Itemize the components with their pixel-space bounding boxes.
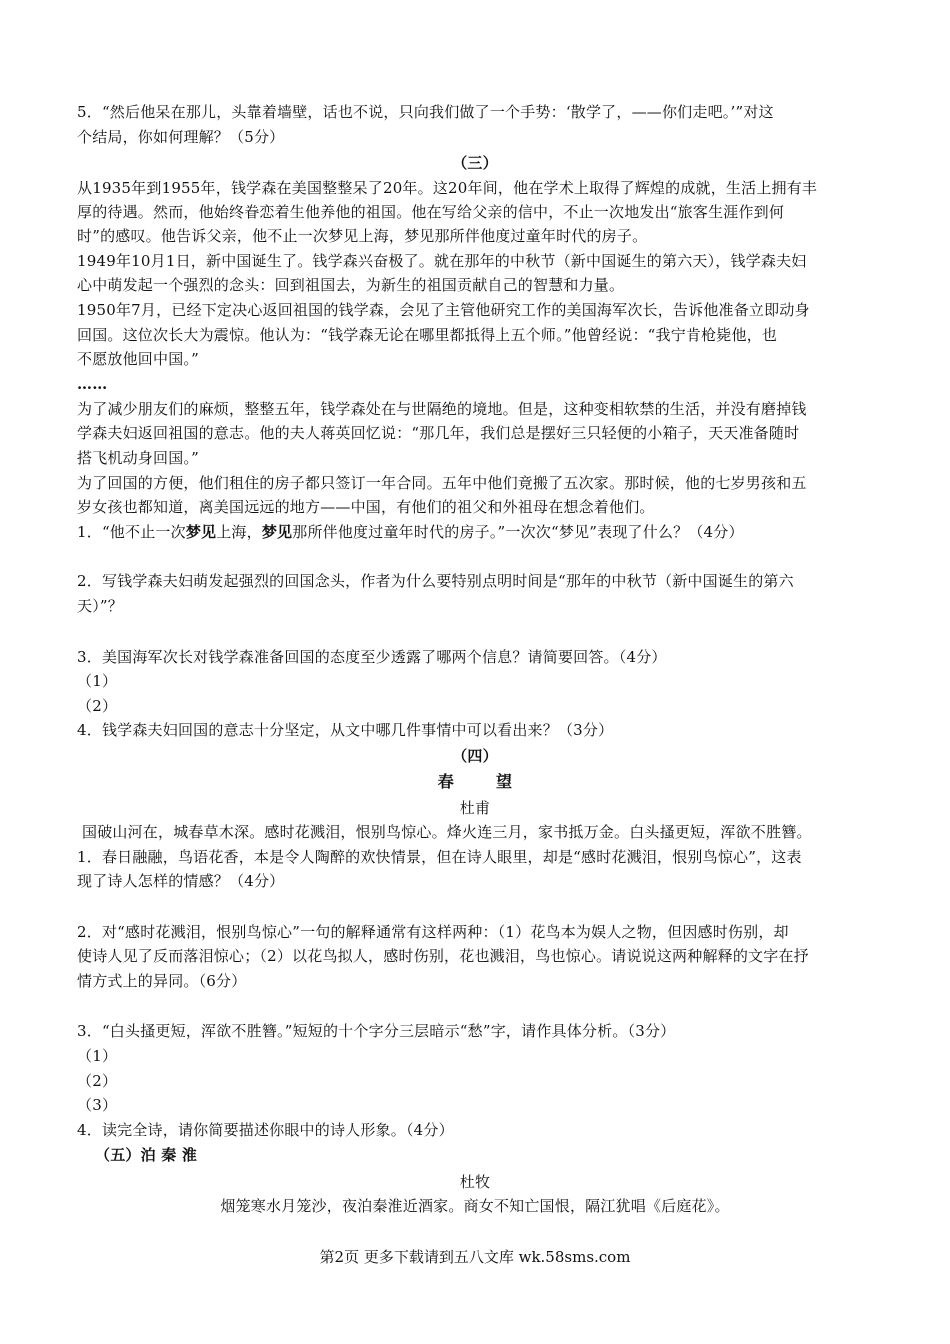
question-2: 情方式上的异同。（6分） xyxy=(77,972,247,990)
paragraph-line: 心中萌发起一个强烈的念头：回到祖国去，为新生的祖国贡献自己的智慧和力量。 xyxy=(77,276,625,294)
question-1: 1．春日融融，鸟语花香，本是令人陶醉的欢快情景，但在诗人眼里，却是“感时花溅泪，恨别鸟惊心”，这表 xyxy=(77,848,802,866)
paragraph-line: 时”的感叹。他告诉父亲，他不止一次梦见上海，梦见那所伴他度过童年时代的房子。 xyxy=(77,227,648,245)
question-4: 4．钱学森夫妇回国的意志十分坚定，从文中哪几件事情中可以看出来？（3分） xyxy=(77,721,614,739)
answer-slot: （2） xyxy=(77,1072,118,1090)
answer-slot: （2） xyxy=(77,697,118,715)
paragraph-line: 岁女孩也都知道，离美国远远的地方——中国，有他们的祖父和外祖母在想念着他们。 xyxy=(77,498,655,516)
paragraph-line: 回国。这位次长大为震惊。他认为：“钱学森无论在哪里都抵得上五个师。”他曾经说：“我宁肯枪毙他，也 xyxy=(77,326,778,344)
answer-slot: （1） xyxy=(77,1047,118,1065)
question-line: 个结局，你如何理解？（5分） xyxy=(77,128,285,146)
question-2: 天）”？ xyxy=(77,597,123,615)
question-1: 现了诗人怎样的情感？（4分） xyxy=(77,872,285,890)
question-3: 3．美国海军次长对钱学森准备回国的态度至少透露了哪两个信息？请简要回答。（4分） xyxy=(77,648,667,666)
section-heading: （四） xyxy=(452,747,498,765)
poem-author: 杜甫 xyxy=(459,799,491,817)
question-3: 3．“白头搔更短，浑欲不胜簪。”短短的十个字分三层暗示“愁”字，请作具体分析。（3分） xyxy=(77,1022,676,1040)
paragraph-line: 为了减少朋友们的麻烦，整整五年，钱学森处在与世隔绝的境地。但是，这种变相软禁的生活，并没有磨掉钱 xyxy=(77,400,807,418)
question-2: 2．对“感时花溅泪，恨别鸟惊心”一句的解释通常有这样两种：（1）花鸟本为娱人之物，但因感时伤别，却 xyxy=(77,923,789,941)
poem-text: 烟笼寒水月笼沙，夜泊秦淮近酒家。商女不知亡国恨，隔江犹唱《后庭花》。 xyxy=(220,1197,730,1215)
poem-title: 春 望 xyxy=(437,772,513,791)
poem-text: 国破山河在，城春草木深。感时花溅泪，恨别鸟惊心。烽火连三月，家书抵万金。白头搔更短，浑欲不胜簪。 xyxy=(82,823,812,841)
ellipsis-line: …… xyxy=(77,375,108,393)
page-footer: 第2页 更多下载请到五八文库 wk.58sms.com xyxy=(319,1248,631,1266)
paragraph-line: 搭飞机动身回国。” xyxy=(77,449,199,467)
question-line: 5．“然后他呆在那儿，头靠着墙壁，话也不说，只向我们做了一个手势：‘散学了，——你们走吧。’”对这 xyxy=(77,103,774,121)
poem-author: 杜牧 xyxy=(459,1173,491,1191)
paragraph-line: 为了回国的方便，他们租住的房子都只签订一年合同。五年中他们竟搬了五次家。那时候，他的七岁男孩和五 xyxy=(77,474,807,492)
paragraph-line: 从1935年到1955年，钱学森在美国整整呆了20年。这20年间，他在学术上取得了辉煌的成就，生活上拥有丰 xyxy=(77,179,818,197)
section-heading: （五）泊 秦 淮 xyxy=(95,1146,198,1164)
question-4: 4．读完全诗，请你简要描述你眼中的诗人形象。（4分） xyxy=(77,1121,454,1139)
answer-slot: （1） xyxy=(77,672,118,690)
question-2: 使诗人见了反而落泪惊心；（2）以花鸟拟人，感时伤别，花也溅泪，鸟也惊心。请说说这两种解释的文字在抒 xyxy=(77,947,809,965)
question-2: 2．写钱学森夫妇萌发起强烈的回国念头，作者为什么要特别点明时间是“那年的中秋节（新中国诞生的第六 xyxy=(77,572,794,590)
paragraph-line: 不愿放他回中国。” xyxy=(77,350,199,368)
paragraph-line: 1950年7月，已经下定决心返回祖国的钱学森，会见了主管他研究工作的美国海军次长，告诉他准备立即动身 xyxy=(77,301,810,319)
question-1: 1．“他不止一次梦见上海，梦见那所伴他度过童年时代的房子。”一次次“梦见”表现了什么？（4分） xyxy=(77,523,744,541)
section-heading: （三） xyxy=(452,154,498,172)
paragraph-line: 学森夫妇返回祖国的意志。他的夫人蒋英回忆说：“那几年，我们总是摆好三只轻便的小箱子，天天准备随时 xyxy=(77,424,800,442)
paragraph-line: 1949年10月1日，新中国诞生了。钱学森兴奋极了。就在那年的中秋节（新中国诞生的第六天），钱学森夫妇 xyxy=(77,252,807,270)
answer-slot: （3） xyxy=(77,1096,118,1114)
paragraph-line: 厚的待遇。然而，他始终眷恋着生他养他的祖国。他在写给父亲的信中，不止一次地发出“旅客生涯作到何 xyxy=(77,203,785,221)
